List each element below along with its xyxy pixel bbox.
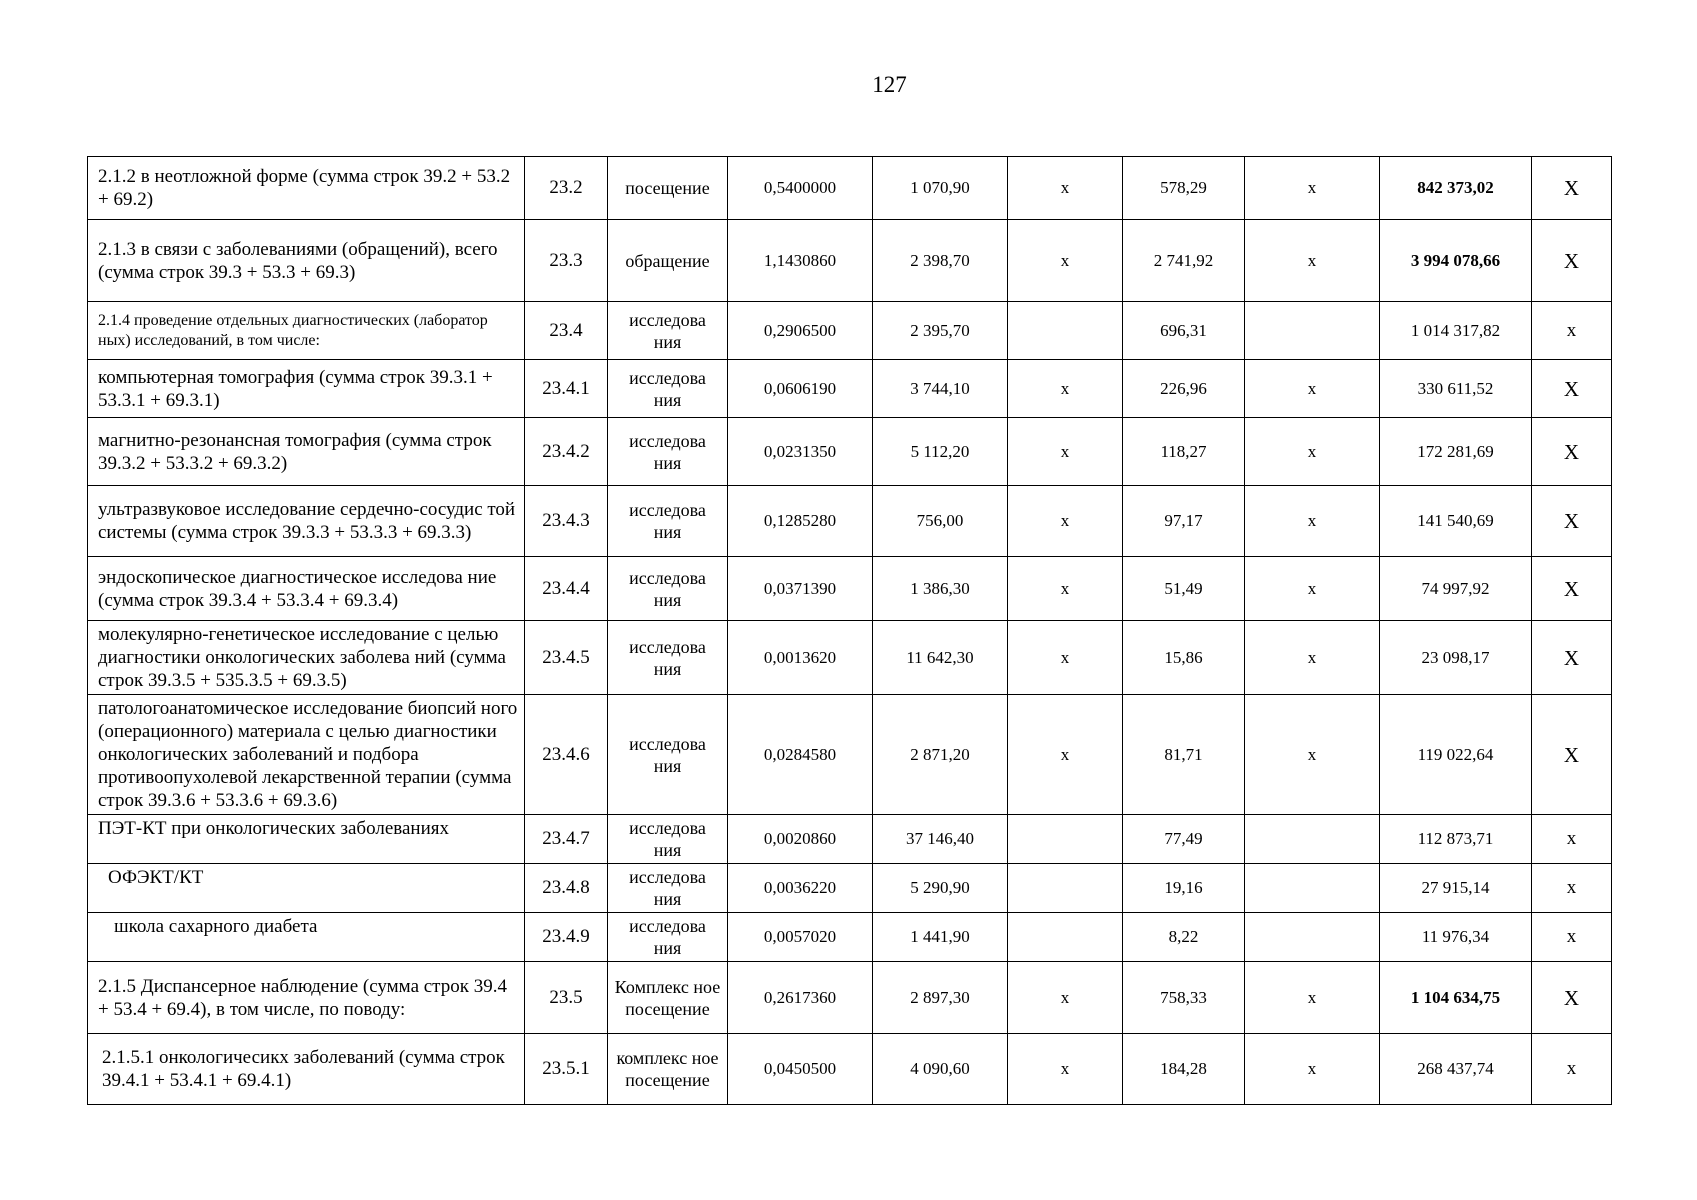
per-capita-cell: 97,17 bbox=[1123, 486, 1245, 557]
total-cell: 3 994 078,66 bbox=[1380, 220, 1532, 302]
per-capita-cell: 184,28 bbox=[1123, 1034, 1245, 1105]
value-cell: х bbox=[1008, 621, 1123, 695]
row-name-cell: 2.1.3 в связи с заболеваниями (обращений), всего (сумма строк 39.3 + 53.3 + 69.3) bbox=[88, 220, 525, 302]
unit-cell: исследова ния bbox=[608, 913, 728, 962]
norm-cost-cell: 756,00 bbox=[873, 486, 1008, 557]
value-cell: х bbox=[1245, 157, 1380, 220]
value-cell: х bbox=[1008, 157, 1123, 220]
row-name-cell: 2.1.5 Диспансерное наблюдение (сумма строк 39.4 + 53.4 + 69.4), в том числе, по поводу: bbox=[88, 962, 525, 1034]
mark-cell: Х bbox=[1532, 360, 1612, 418]
value-cell bbox=[1008, 913, 1123, 962]
table-row bbox=[88, 695, 1612, 815]
norm-volume-cell: 0,0020860 bbox=[728, 815, 873, 864]
value-cell: х bbox=[1245, 557, 1380, 621]
total-cell: 330 611,52 bbox=[1380, 360, 1532, 418]
row-name-cell: эндоскопическое диагностическое исследова ние (сумма строк 39.3.4 + 53.3.4 + 69.3.4) bbox=[88, 557, 525, 621]
value-cell: х bbox=[1245, 360, 1380, 418]
row-code-cell: 23.4.2 bbox=[525, 418, 608, 486]
mark-cell: Х bbox=[1532, 695, 1612, 815]
per-capita-cell: 226,96 bbox=[1123, 360, 1245, 418]
value-cell bbox=[1245, 864, 1380, 913]
norm-cost-cell: 11 642,30 bbox=[873, 621, 1008, 695]
unit-cell: комплекс ное посещение bbox=[608, 1034, 728, 1105]
row-code-cell: 23.3 bbox=[525, 220, 608, 302]
value-cell: х bbox=[1245, 962, 1380, 1034]
value-cell: х bbox=[1245, 1034, 1380, 1105]
value-cell: х bbox=[1008, 1034, 1123, 1105]
page-number: 127 bbox=[872, 72, 907, 97]
norm-cost-cell: 4 090,60 bbox=[873, 1034, 1008, 1105]
norm-cost-cell: 2 398,70 bbox=[873, 220, 1008, 302]
row-name-cell: патологоанатомическое исследование биопсий ного (операционного) материала с целью диагностики онкологических заболеваний и подбора противоопухолевой лекарственной терапии (сумма строк 39.3.6 + 53.3.6 + 69.3.6) bbox=[88, 695, 525, 815]
total-cell: 268 437,74 bbox=[1380, 1034, 1532, 1105]
unit-cell: исследова ния bbox=[608, 302, 728, 360]
mark-cell: Х bbox=[1532, 220, 1612, 302]
row-name-cell: школа сахарного диабета bbox=[88, 913, 525, 962]
norm-volume-cell: 0,0450500 bbox=[728, 1034, 873, 1105]
value-cell: х bbox=[1008, 220, 1123, 302]
value-cell: х bbox=[1245, 418, 1380, 486]
row-name-cell: ПЭТ-КТ при онкологических заболеваниях bbox=[88, 815, 525, 864]
unit-cell: исследова ния bbox=[608, 557, 728, 621]
total-cell: 842 373,02 bbox=[1380, 157, 1532, 220]
norm-volume-cell: 0,0013620 bbox=[728, 621, 873, 695]
row-code-cell: 23.4 bbox=[525, 302, 608, 360]
total-cell: 172 281,69 bbox=[1380, 418, 1532, 486]
total-cell: 112 873,71 bbox=[1380, 815, 1532, 864]
norm-cost-cell: 2 897,30 bbox=[873, 962, 1008, 1034]
mark-cell: х bbox=[1532, 864, 1612, 913]
total-cell: 119 022,64 bbox=[1380, 695, 1532, 815]
table-row bbox=[88, 557, 1612, 621]
unit-cell: обращение bbox=[608, 220, 728, 302]
value-cell: х bbox=[1245, 486, 1380, 557]
value-cell: х bbox=[1245, 621, 1380, 695]
per-capita-cell: 77,49 bbox=[1123, 815, 1245, 864]
per-capita-cell: 2 741,92 bbox=[1123, 220, 1245, 302]
table-row bbox=[88, 815, 1612, 864]
mark-cell: Х bbox=[1532, 962, 1612, 1034]
table-row bbox=[88, 418, 1612, 486]
value-cell bbox=[1008, 864, 1123, 913]
norm-cost-cell: 5 112,20 bbox=[873, 418, 1008, 486]
row-name-cell: молекулярно-генетическое исследование с целью диагностики онкологических заболева ний (сумма строк 39.3.5 + 535.3.5 + 69.3.5) bbox=[88, 621, 525, 695]
mark-cell: Х bbox=[1532, 418, 1612, 486]
norm-volume-cell: 0,2906500 bbox=[728, 302, 873, 360]
norm-volume-cell: 0,0284580 bbox=[728, 695, 873, 815]
norm-cost-cell: 1 386,30 bbox=[873, 557, 1008, 621]
row-code-cell: 23.4.7 bbox=[525, 815, 608, 864]
total-cell: 23 098,17 bbox=[1380, 621, 1532, 695]
row-code-cell: 23.5 bbox=[525, 962, 608, 1034]
row-code-cell: 23.4.9 bbox=[525, 913, 608, 962]
unit-cell: исследова ния bbox=[608, 695, 728, 815]
mark-cell: Х bbox=[1532, 557, 1612, 621]
norm-volume-cell: 0,5400000 bbox=[728, 157, 873, 220]
row-name-cell: ультразвуковое исследование сердечно-сосудис той системы (сумма строк 39.3.3 + 53.3.3 + 69.3.3) bbox=[88, 486, 525, 557]
row-code-cell: 23.4.5 bbox=[525, 621, 608, 695]
row-code-cell: 23.4.6 bbox=[525, 695, 608, 815]
value-cell: х bbox=[1245, 220, 1380, 302]
table-row bbox=[88, 1034, 1612, 1105]
table-row bbox=[88, 157, 1612, 220]
norm-cost-cell: 37 146,40 bbox=[873, 815, 1008, 864]
row-name-cell: 2.1.4 проведение отдельных диагностических (лаборатор ных) исследований, в том числе: bbox=[88, 302, 525, 360]
row-name-cell: 2.1.5.1 онкологичесикх заболеваний (сумма строк 39.4.1 + 53.4.1 + 69.4.1) bbox=[88, 1034, 525, 1105]
value-cell bbox=[1245, 302, 1380, 360]
mark-cell: Х bbox=[1532, 486, 1612, 557]
unit-cell: исследова ния bbox=[608, 486, 728, 557]
total-cell: 74 997,92 bbox=[1380, 557, 1532, 621]
norm-volume-cell: 1,1430860 bbox=[728, 220, 873, 302]
norm-cost-cell: 1 070,90 bbox=[873, 157, 1008, 220]
value-cell: х bbox=[1008, 695, 1123, 815]
per-capita-cell: 19,16 bbox=[1123, 864, 1245, 913]
total-cell: 1 104 634,75 bbox=[1380, 962, 1532, 1034]
value-cell bbox=[1245, 913, 1380, 962]
mark-cell: Х bbox=[1532, 621, 1612, 695]
norm-cost-cell: 5 290,90 bbox=[873, 864, 1008, 913]
data-table bbox=[87, 156, 1612, 1105]
per-capita-cell: 118,27 bbox=[1123, 418, 1245, 486]
value-cell: х bbox=[1008, 418, 1123, 486]
per-capita-cell: 758,33 bbox=[1123, 962, 1245, 1034]
unit-cell: исследова ния bbox=[608, 864, 728, 913]
per-capita-cell: 8,22 bbox=[1123, 913, 1245, 962]
mark-cell: х bbox=[1532, 913, 1612, 962]
mark-cell: х bbox=[1532, 1034, 1612, 1105]
unit-cell: посещение bbox=[608, 157, 728, 220]
value-cell bbox=[1008, 302, 1123, 360]
row-name-cell: компьютерная томография (сумма строк 39.3.1 + 53.3.1 + 69.3.1) bbox=[88, 360, 525, 418]
unit-cell: исследова ния bbox=[608, 815, 728, 864]
norm-volume-cell: 0,0371390 bbox=[728, 557, 873, 621]
table-row bbox=[88, 864, 1612, 913]
row-code-cell: 23.2 bbox=[525, 157, 608, 220]
norm-cost-cell: 2 871,20 bbox=[873, 695, 1008, 815]
mark-cell: Х bbox=[1532, 157, 1612, 220]
value-cell: х bbox=[1008, 486, 1123, 557]
total-cell: 27 915,14 bbox=[1380, 864, 1532, 913]
row-code-cell: 23.4.4 bbox=[525, 557, 608, 621]
total-cell: 141 540,69 bbox=[1380, 486, 1532, 557]
table-row bbox=[88, 913, 1612, 962]
norm-cost-cell: 1 441,90 bbox=[873, 913, 1008, 962]
per-capita-cell: 15,86 bbox=[1123, 621, 1245, 695]
total-cell: 1 014 317,82 bbox=[1380, 302, 1532, 360]
value-cell: х bbox=[1008, 962, 1123, 1034]
table-row bbox=[88, 360, 1612, 418]
unit-cell: Комплекс ное посещение bbox=[608, 962, 728, 1034]
unit-cell: исследова ния bbox=[608, 621, 728, 695]
norm-cost-cell: 2 395,70 bbox=[873, 302, 1008, 360]
unit-cell: исследова ния bbox=[608, 418, 728, 486]
row-code-cell: 23.4.8 bbox=[525, 864, 608, 913]
norm-volume-cell: 0,0231350 bbox=[728, 418, 873, 486]
row-code-cell: 23.4.3 bbox=[525, 486, 608, 557]
row-name-cell: ОФЭКТ/КТ bbox=[88, 864, 525, 913]
table-row bbox=[88, 962, 1612, 1034]
value-cell bbox=[1245, 815, 1380, 864]
total-cell: 11 976,34 bbox=[1380, 913, 1532, 962]
per-capita-cell: 696,31 bbox=[1123, 302, 1245, 360]
table-row bbox=[88, 302, 1612, 360]
norm-volume-cell: 0,0036220 bbox=[728, 864, 873, 913]
norm-volume-cell: 0,0606190 bbox=[728, 360, 873, 418]
norm-volume-cell: 0,0057020 bbox=[728, 913, 873, 962]
per-capita-cell: 578,29 bbox=[1123, 157, 1245, 220]
norm-volume-cell: 0,1285280 bbox=[728, 486, 873, 557]
table-row bbox=[88, 220, 1612, 302]
row-name-cell: магнитно-резонансная томография (сумма строк 39.3.2 + 53.3.2 + 69.3.2) bbox=[88, 418, 525, 486]
mark-cell: х bbox=[1532, 815, 1612, 864]
unit-cell: исследова ния bbox=[608, 360, 728, 418]
row-code-cell: 23.4.1 bbox=[525, 360, 608, 418]
mark-cell: х bbox=[1532, 302, 1612, 360]
row-code-cell: 23.5.1 bbox=[525, 1034, 608, 1105]
row-name-cell: 2.1.2 в неотложной форме (сумма строк 39.2 + 53.2 + 69.2) bbox=[88, 157, 525, 220]
value-cell: х bbox=[1245, 695, 1380, 815]
table-row bbox=[88, 486, 1612, 557]
norm-volume-cell: 0,2617360 bbox=[728, 962, 873, 1034]
norm-cost-cell: 3 744,10 bbox=[873, 360, 1008, 418]
per-capita-cell: 51,49 bbox=[1123, 557, 1245, 621]
value-cell: х bbox=[1008, 360, 1123, 418]
per-capita-cell: 81,71 bbox=[1123, 695, 1245, 815]
value-cell bbox=[1008, 815, 1123, 864]
table-row bbox=[88, 621, 1612, 695]
value-cell: х bbox=[1008, 557, 1123, 621]
